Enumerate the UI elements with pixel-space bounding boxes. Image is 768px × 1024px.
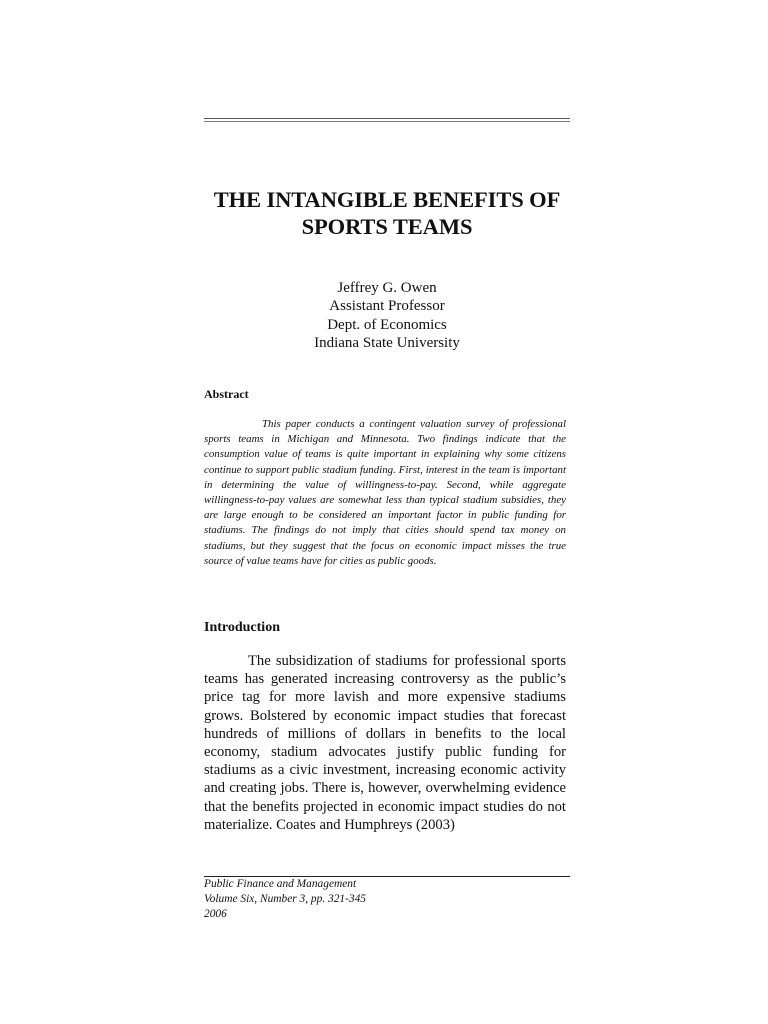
author-name: Jeffrey G. Owen xyxy=(337,280,437,296)
abstract-heading: Abstract xyxy=(204,387,249,401)
header-rule xyxy=(204,118,570,122)
author-institution: Indiana State University xyxy=(314,334,460,351)
journal-footer xyxy=(204,877,570,922)
abstract-body: This paper conducts a contingent valuation survey of professional sports teams in Michigan and Minnesota. Two findings indicate that the consumption value of teams is quite important in explaining why some citizens continue to support public stadium funding. First, interest in the team is important in determining the value of willingness-to-pay. Second, while aggregate willingness-to-pay values are somewhat less than typical stadium subsidies, they are large enough to be considered an important factor in public funding for stadiums. The findings do not imply that cities should spend tax money on stadiums, but they suggest that the focus on economic impact misses the true source of value teams have for cities as public goods. xyxy=(204,418,566,567)
introduction-body: The subsidization of stadiums for professional sports teams has generated increasing controversy as the public’s price tag for more lavish and more expensive stadiums grows. Bolstered by economic impact studies that forecast hundreds of millions of dollars in benefits to the local economy, stadium advocates justify public funding for stadiums as a civic investment, increasing economic activity and creating jobs. There is, however, overwhelming evidence that the benefits projected in economic impact studies do not materialize. Coates and Humphreys (2003) xyxy=(204,653,566,833)
paper-title xyxy=(204,186,570,240)
footer-journal: Public Finance and Management xyxy=(204,878,357,890)
footer-volume: Volume Six, Number 3, pp. 321-345 xyxy=(204,893,366,905)
introduction-heading: Introduction xyxy=(204,620,280,635)
author-position: Assistant Professor xyxy=(329,298,445,315)
footer-year: 2006 xyxy=(204,908,227,920)
paper-title-line-2: SPORTS TEAMS xyxy=(301,214,473,239)
paper-title-line-1: THE INTANGIBLE BENEFITS OF xyxy=(213,187,561,212)
author-block xyxy=(204,279,570,352)
author-department: Dept. of Economics xyxy=(327,316,447,333)
